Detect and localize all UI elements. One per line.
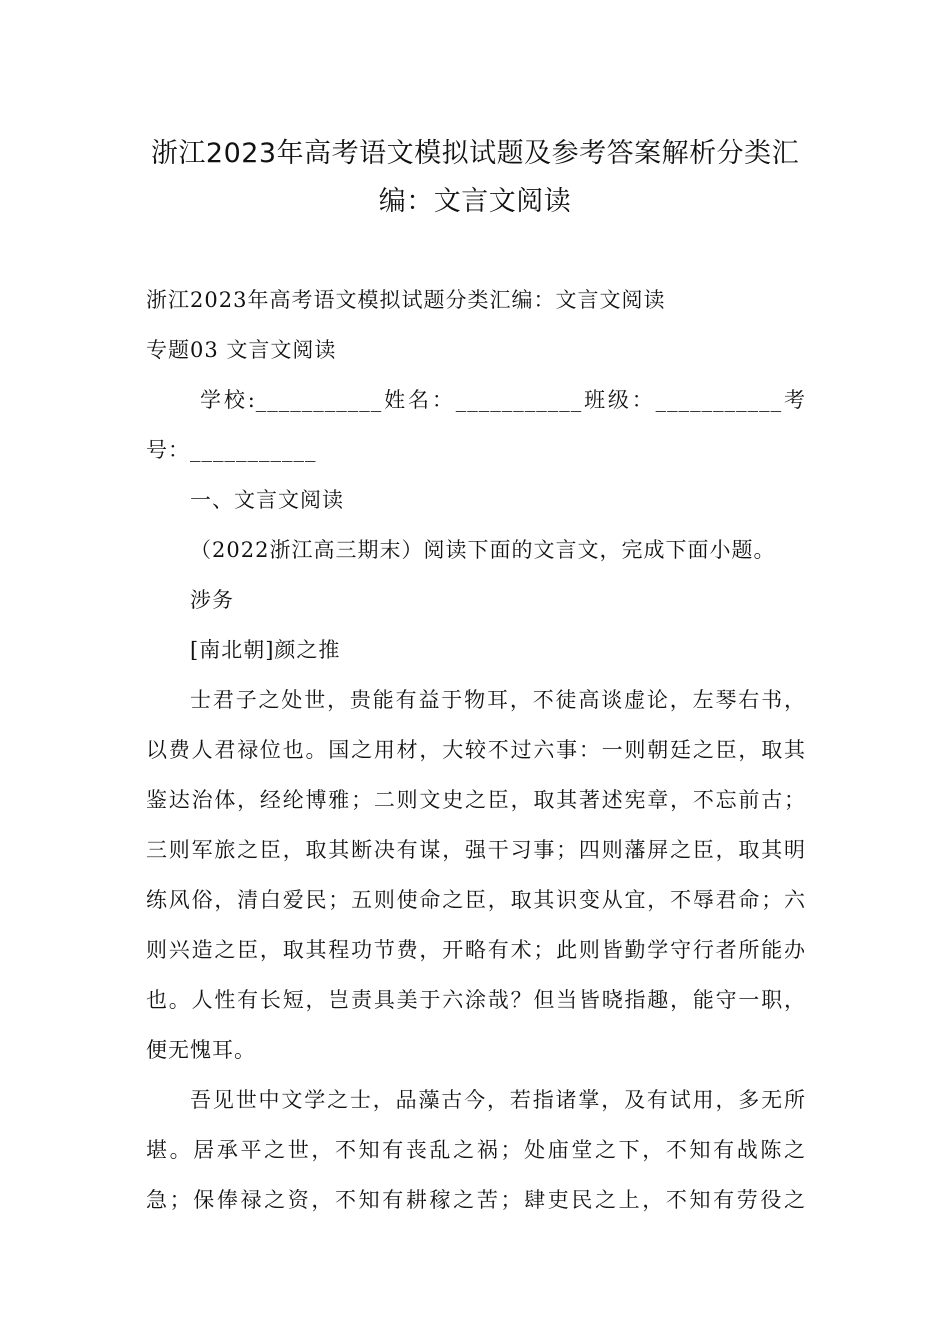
student-info-line-2: 号：___________ [146, 438, 317, 462]
paragraph-1-line: 鉴达治体，经纶博雅；二则文史之臣，取其著述宪章，不忘前古； [146, 788, 806, 812]
paragraph-1-line: 以费人君禄位也。国之用材，大较不过六事：一则朝廷之臣，取其 [146, 738, 806, 762]
paragraph-1-line: 士君子之处世，贵能有益于物耳，不徒高谈虚论，左琴右书， [190, 688, 806, 712]
passage-author: [南北朝]颜之推 [190, 638, 341, 662]
reading-instruction: （2022浙江高三期末）阅读下面的文言文，完成下面小题。 [190, 538, 776, 562]
passage-title: 涉务 [190, 588, 234, 612]
student-info-line-1: 学校:___________姓名：___________班级：___________考 [200, 388, 806, 412]
topic-heading: 专题03 文言文阅读 [146, 338, 337, 362]
section-heading: 一、文言文阅读 [190, 488, 344, 512]
paragraph-1-line: 便无愧耳。 [146, 1038, 256, 1062]
paragraph-1-line: 三则军旅之臣，取其断决有谋，强干习事；四则藩屏之臣，取其明 [146, 838, 806, 862]
subtitle: 浙江2023年高考语文模拟试题分类汇编：文言文阅读 [146, 288, 666, 312]
paragraph-2-line: 堪。居承平之世，不知有丧乱之祸；处庙堂之下，不知有战陈之 [146, 1138, 806, 1162]
paragraph-1-line: 练风俗，清白爱民；五则使命之臣，取其识变从宜，不辱君命；六 [146, 888, 806, 912]
document-title-line-1: 浙江2023年高考语文模拟试题及参考答案解析分类汇 [150, 138, 800, 169]
paragraph-2-line: 吾见世中文学之士，品藻古今，若指诸掌，及有试用，多无所 [190, 1088, 806, 1112]
paragraph-1-line: 则兴造之臣，取其程功节费，开略有术；此则皆勤学守行者所能办 [146, 938, 806, 962]
paragraph-2-line: 急；保俸禄之资，不知有耕稼之苦；肆吏民之上，不知有劳役之 [146, 1188, 806, 1212]
paragraph-1-line: 也。人性有长短，岂责具美于六涂哉？但当皆晓指趣，能守一职， [146, 988, 806, 1012]
document-title-line-2: 编：文言文阅读 [378, 186, 572, 217]
